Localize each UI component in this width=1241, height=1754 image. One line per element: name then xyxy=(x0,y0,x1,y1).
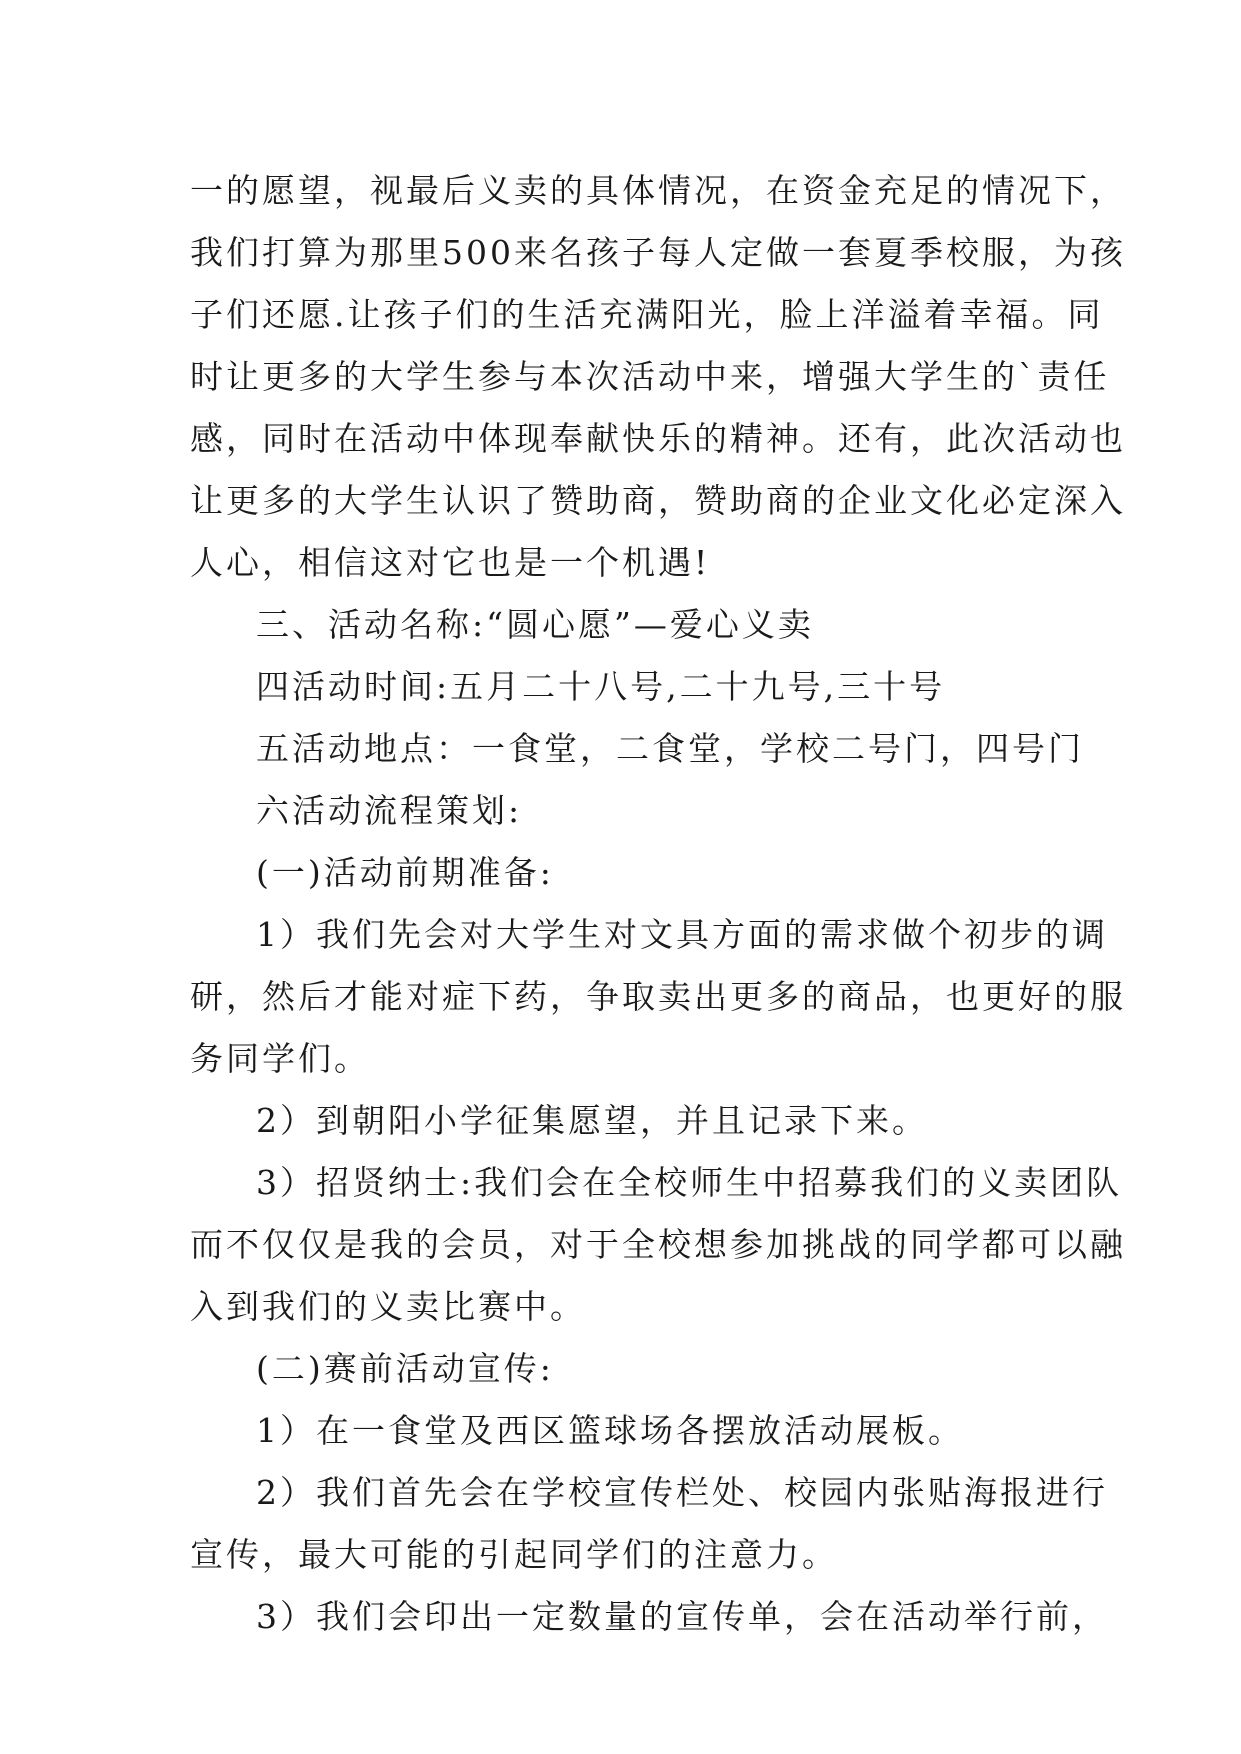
text-line: 三、活动名称:“圆心愿”—爱心义卖 xyxy=(256,605,814,644)
text-line: (一)活动前期准备: xyxy=(256,853,554,892)
text-line: 2）到朝阳小学征集愿望，并且记录下来。 xyxy=(256,1101,928,1140)
heading-activity-name xyxy=(190,594,1070,656)
text-line: 五活动地点：一食堂，二食堂，学校二号门，四号门 xyxy=(256,729,1084,768)
paragraph-promo-item-2 xyxy=(190,1462,1108,1586)
text-line: 我们打算为那里500来名孩子每人定做一套夏季校服，为孩 xyxy=(190,233,1126,272)
text-line: 感，同时在活动中体现奉献快乐的精神。还有，此次活动也 xyxy=(190,419,1126,458)
text-line: 2）我们首先会在学校宣传栏处、校园内张贴海报进行 xyxy=(256,1473,1108,1512)
text-line: 时让更多的大学生参与本次活动中来，增强大学生的`责任 xyxy=(190,357,1110,396)
text-line: 让更多的大学生认识了赞助商，赞助商的企业文化必定深入 xyxy=(190,481,1126,520)
text-line: 一的愿望，视最后义卖的具体情况，在资金充足的情况下， xyxy=(190,171,1126,210)
text-line: 1）我们先会对大学生对文具方面的需求做个初步的调 xyxy=(256,915,1108,954)
heading-activity-time xyxy=(190,656,1070,718)
paragraph-prep-item-1 xyxy=(190,904,1126,1090)
heading-activity-process xyxy=(190,780,1070,842)
paragraph-prep-item-2 xyxy=(190,1090,1070,1152)
text-line: 六活动流程策划: xyxy=(256,791,523,830)
subheading-preparation xyxy=(190,842,1070,904)
subheading-promotion xyxy=(190,1338,1070,1400)
text-line: 研，然后才能对症下药，争取卖出更多的商品，也更好的服 xyxy=(190,977,1126,1016)
text-line: 入到我们的义卖比赛中。 xyxy=(190,1287,586,1326)
text-line: 3）我们会印出一定数量的宣传单，会在活动举行前， xyxy=(256,1597,1108,1636)
paragraph-wish-summary xyxy=(190,160,1126,594)
paragraph-prep-item-3 xyxy=(190,1152,1126,1338)
heading-activity-location xyxy=(190,718,1084,780)
text-line: (二)赛前活动宣传: xyxy=(256,1349,554,1388)
text-line: 宣传，最大可能的引起同学们的注意力。 xyxy=(190,1535,838,1574)
text-line: 1）在一食堂及西区篮球场各摆放活动展板。 xyxy=(256,1411,964,1450)
paragraph-promo-item-3 xyxy=(190,1586,1108,1648)
paragraph-promo-item-1 xyxy=(190,1400,1070,1462)
text-line: 四活动时间:五月二十八号,二十九号,三十号 xyxy=(256,667,946,706)
text-line: 人心，相信这对它也是一个机遇! xyxy=(190,543,711,582)
text-line: 3）招贤纳士:我们会在全校师生中招募我们的义卖团队 xyxy=(256,1163,1123,1202)
text-line: 务同学们。 xyxy=(190,1039,370,1078)
text-line: 子们还愿.让孩子们的生活充满阳光，脸上洋溢着幸福。同 xyxy=(190,295,1104,334)
document-body xyxy=(190,160,1126,1648)
text-line: 而不仅仅是我的会员，对于全校想参加挑战的同学都可以融 xyxy=(190,1225,1126,1264)
